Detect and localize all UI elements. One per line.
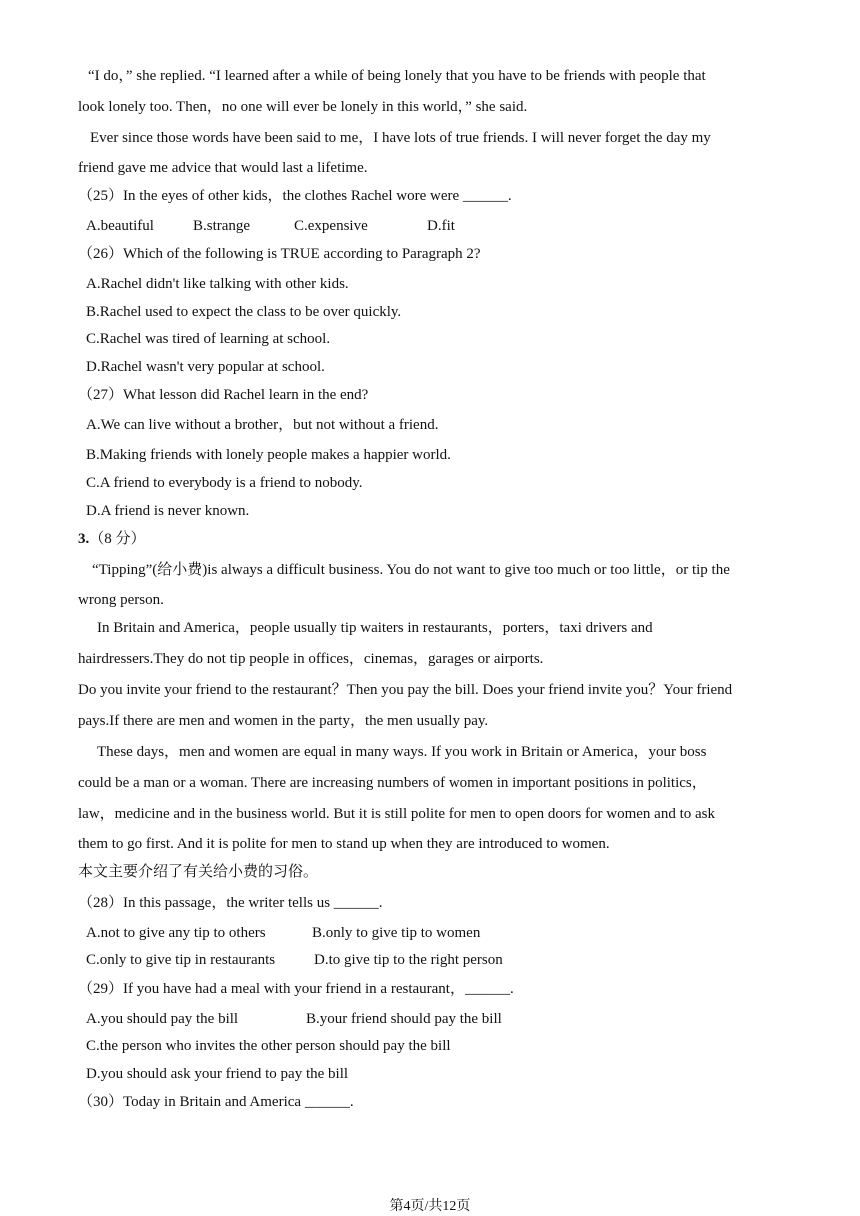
option-29-b: B.your friend should pay the bill [306,1011,502,1027]
section-score: （8 分） [89,531,146,547]
option-25-c: C.expensive [294,218,368,234]
passage-line: These days，men and women are equal in many ways. If you work in Britain or America，your boss [97,744,707,760]
passage-line: could be a man or a woman. There are increasing numbers of women in important positions in politics， [78,775,707,791]
passage-line: pays.If there are men and women in the party，the men usually pay. [78,713,489,729]
option-28-c: C.only to give tip in restaurants [86,952,276,968]
option-28-a: A.not to give any tip to others [86,925,266,941]
option-29-c: C.the person who invites the other person should pay the bill [86,1038,451,1054]
passage-line: Ever since those words have been said to me，I have lots of true friends. I will never forget the day my [90,130,711,146]
option-26-b: B.Rachel used to expect the class to be over quickly. [86,304,402,320]
option-27-c: C.A friend to everybody is a friend to nobody. [86,475,363,491]
option-27-d: D.A friend is never known. [86,503,250,519]
passage-line: “I do，” she replied. “I learned after a while of being lonely that you have to be friends with people that [88,68,706,84]
option-27-b: B.Making friends with lonely people makes a happier world. [86,447,451,463]
option-29-d: D.you should ask your friend to pay the bill [86,1066,349,1082]
option-26-c: C.Rachel was tired of learning at school. [86,331,331,347]
option-26-d: D.Rachel wasn't very popular at school. [86,359,325,375]
option-27-a: A.We can live without a brother，but not without a friend. [86,417,439,433]
option-26-a: A.Rachel didn't like talking with other kids. [86,276,349,292]
option-25-b: B.strange [193,218,251,234]
passage-summary: 本文主要介绍了有关给小费的习俗。 [78,864,319,880]
passage-line: friend gave me advice that would last a lifetime. [78,160,368,176]
page-number: 第4页/共12页 [389,1199,471,1214]
passage-line: wrong person. [78,592,164,608]
passage-line: In Britain and America，people usually tip waiters in restaurants，porters，taxi drivers and [97,620,653,636]
option-28-d: D.to give tip to the right person [314,952,503,968]
section-heading [78,530,146,548]
option-25-d: D.fit [427,218,455,234]
question-stem-25: （25）In the eyes of other kids，the clothes Rachel wore were ______. [78,188,512,204]
passage-line: Do you invite your friend to the restaurant？Then you pay the bill. Does your friend invite you？Your friend [78,682,733,698]
option-29-a: A.you should pay the bill [86,1011,239,1027]
passage-line: look lonely too. Then，no one will ever be lonely in this world，” she said. [78,99,528,115]
passage-line: hairdressers.They do not tip people in offices，cinemas，garages or airports. [78,651,544,667]
passage-line: “Tipping”(给小费)is always a difficult business. You do not want to give too much or too little，or tip the [92,562,730,578]
question-stem-28: （28）In this passage，the writer tells us ______. [78,895,383,911]
section-number: 3. [78,531,90,547]
question-stem-27: （27）What lesson did Rachel learn in the end? [78,387,369,403]
question-stem-26: （26）Which of the following is TRUE according to Paragraph 2? [78,246,481,262]
passage-line: them to go first. And it is polite for men to stand up when they are introduced to women. [78,836,610,852]
option-28-b: B.only to give tip to women [312,925,481,941]
question-stem-30: （30）Today in Britain and America ______. [78,1094,354,1110]
question-stem-29: （29）If you have had a meal with your friend in a restaurant，______. [78,981,514,997]
option-25-a: A.beautiful [86,218,154,234]
passage-line: law，medicine and in the business world. But it is still polite for men to open doors for women and to ask [78,806,715,822]
